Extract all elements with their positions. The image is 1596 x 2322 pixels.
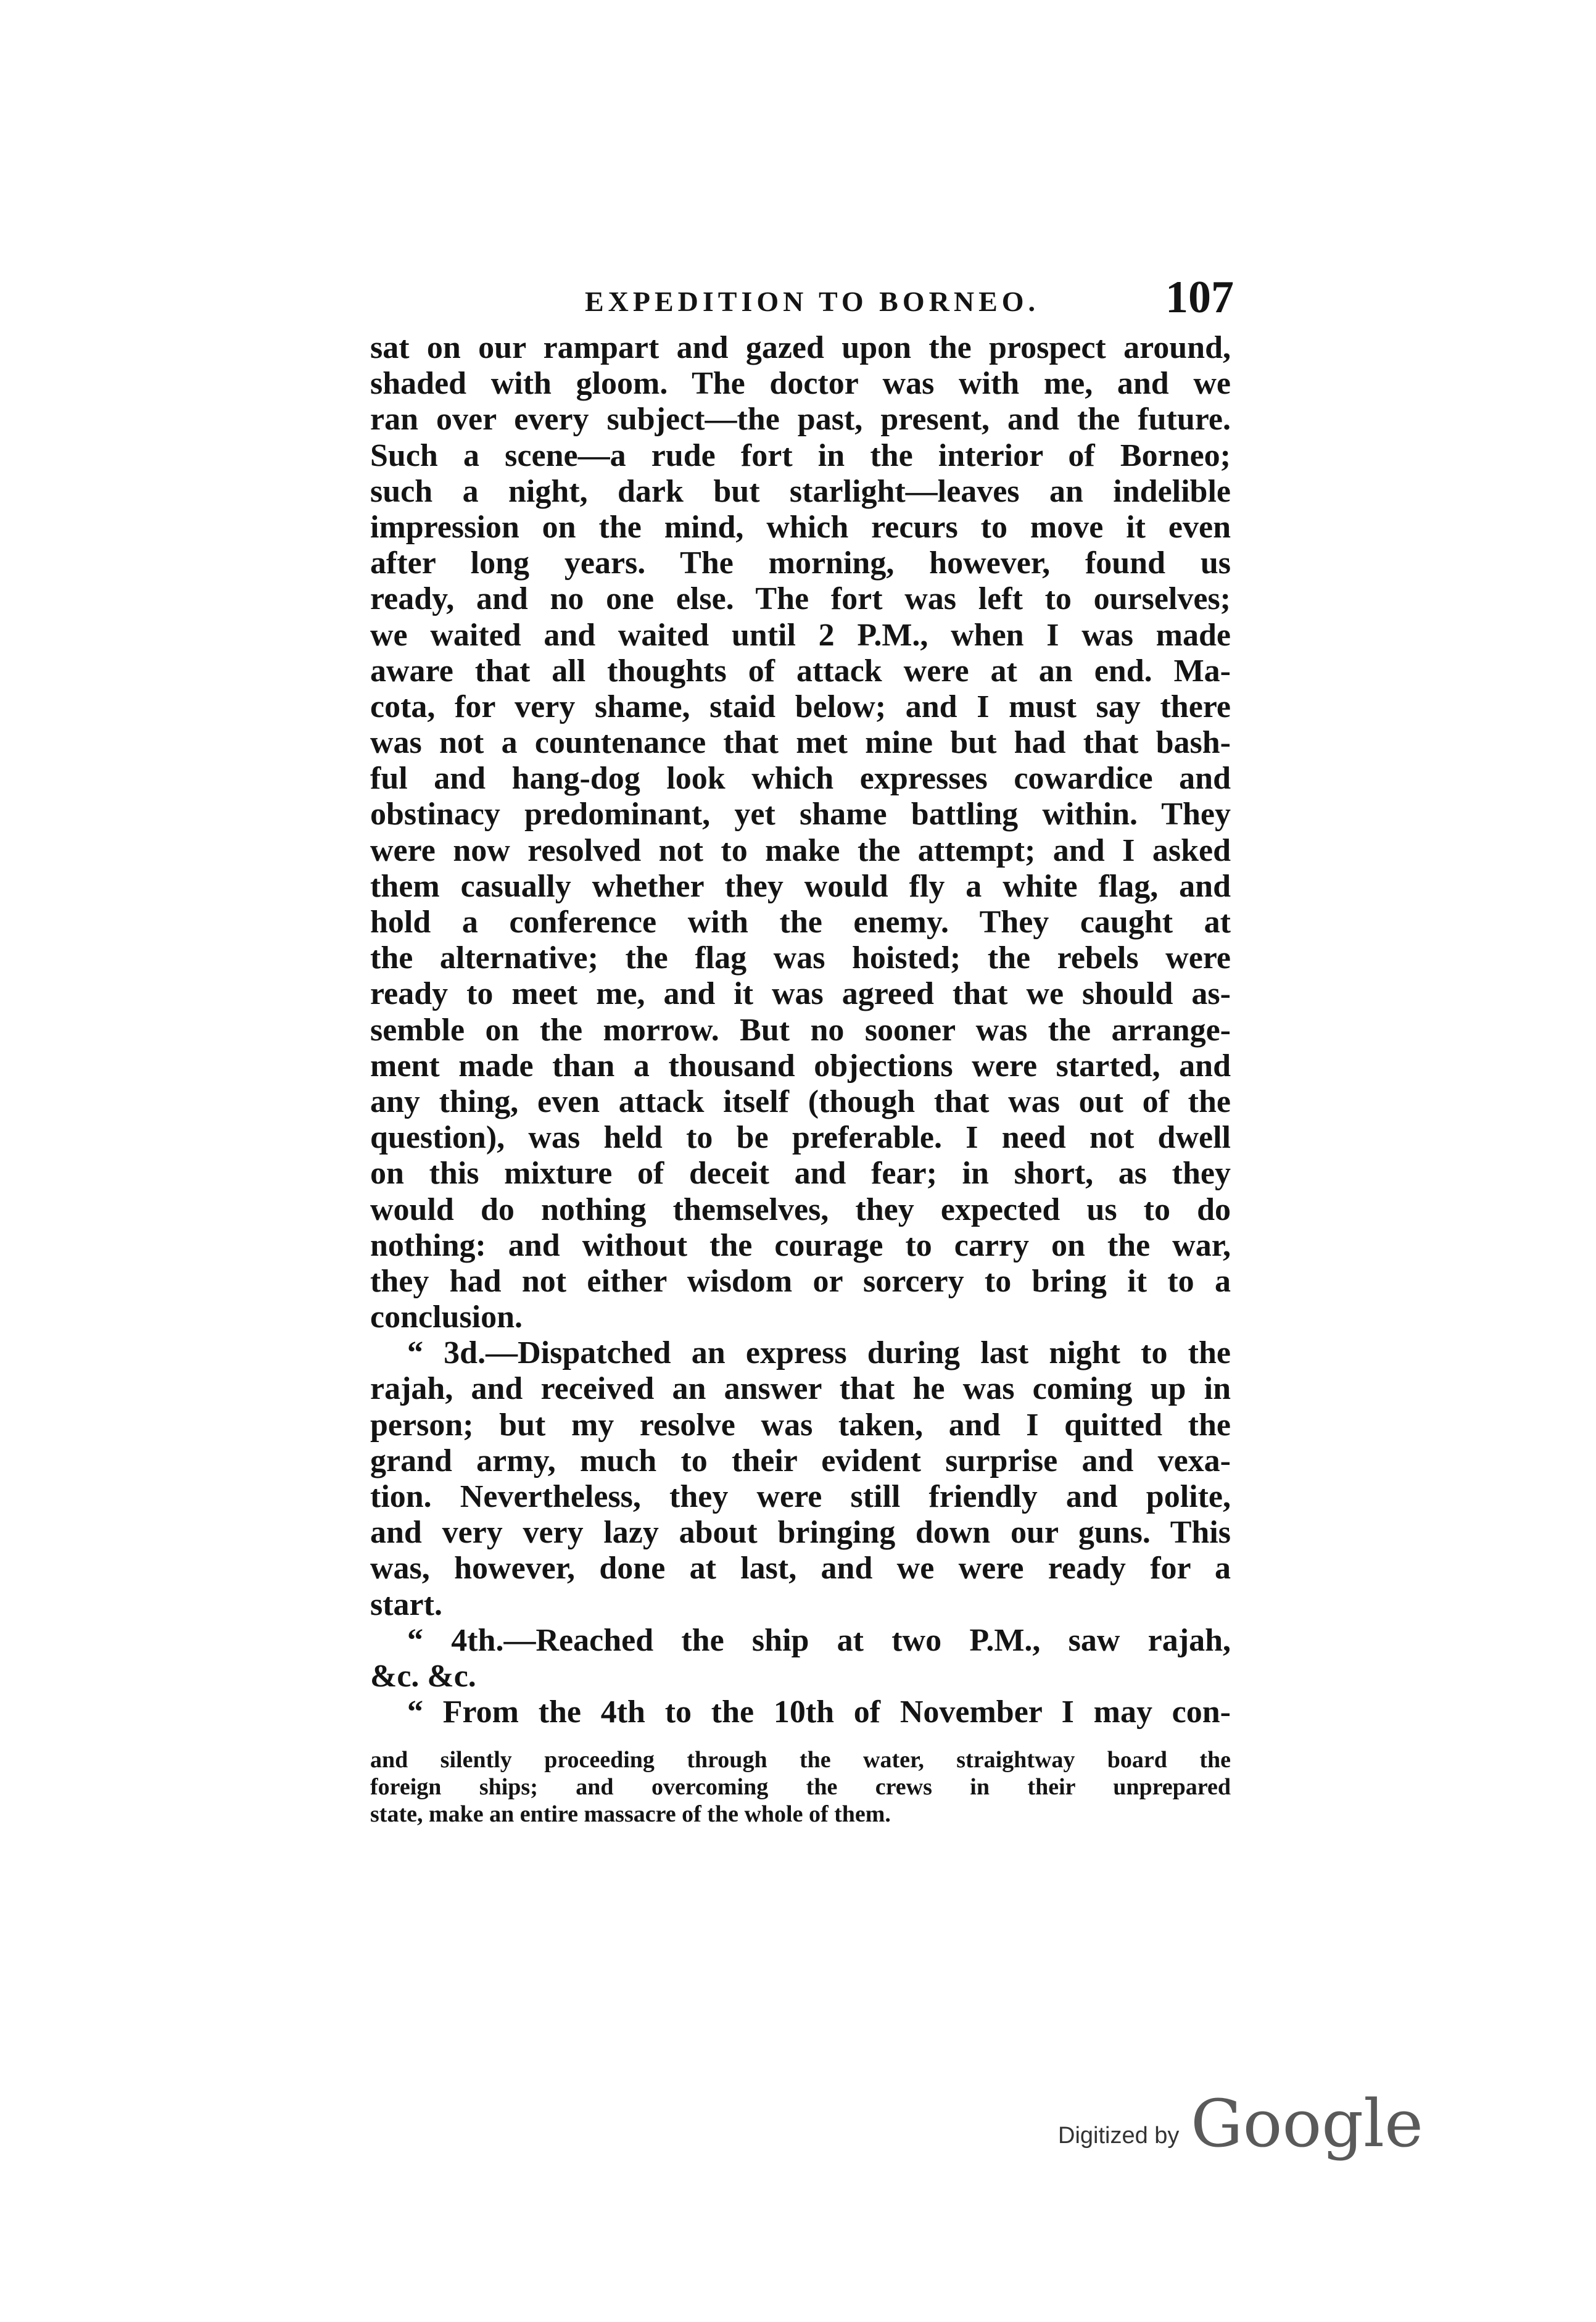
footnote-line: and silently proceeding through the water, straightway board the <box>370 1747 1231 1773</box>
text-line: “ From the 4th to the 10th of November I may con- <box>407 1694 1231 1730</box>
text-line: was, however, done at last, and we were ready for a <box>370 1551 1231 1586</box>
text-line: person; but my resolve was taken, and I quitted the <box>370 1407 1231 1443</box>
text-line: nothing: and without the courage to carry on the war, <box>370 1227 1231 1263</box>
text-line: ready to meet me, and it was agreed that we should as- <box>370 976 1231 1012</box>
text-line: Such a scene—a rude fort in the interior of Borneo; <box>370 437 1231 473</box>
text-line: them casually whether they would fly a white flag, and <box>370 868 1231 904</box>
text-line: conclusion. <box>370 1300 523 1335</box>
text-line: aware that all thoughts of attack were at an end. Ma- <box>370 653 1231 689</box>
text-line: shaded with gloom. The doctor was with me, and we <box>370 366 1231 402</box>
text-line: “ 3d.—Dispatched an express during last night to the <box>407 1335 1231 1371</box>
running-title: EXPEDITION TO BORNEO. <box>585 286 1040 317</box>
text-line: “ 4th.—Reached the ship at two P.M., saw rajah, <box>407 1622 1231 1658</box>
text-line: after long years. The morning, however, found us <box>370 545 1231 581</box>
text-line: question), was held to be preferable. I need not dwell <box>370 1120 1231 1156</box>
text-line: obstinacy predominant, yet shame battling within. They <box>370 797 1231 832</box>
text-line: hold a conference with the enemy. They caught at <box>370 905 1231 940</box>
body-text <box>370 330 1231 1730</box>
text-line: and very very lazy about bringing down our guns. This <box>370 1515 1231 1551</box>
text-line: we waited and waited until 2 P.M., when I was made <box>370 617 1231 653</box>
text-line: would do nothing themselves, they expected us to do <box>370 1192 1231 1227</box>
running-head <box>370 272 1234 327</box>
text-line: the alternative; the flag was hoisted; the rebels were <box>370 940 1231 976</box>
digitized-by-google-watermark <box>1058 2086 1423 2166</box>
text-line: on this mixture of deceit and fear; in short, as they <box>370 1156 1231 1192</box>
watermark-prefix: Digitized by <box>1058 2123 1180 2149</box>
text-line: any thing, even attack itself (though that was out of the <box>370 1084 1231 1119</box>
text-line: cota, for very shame, staid below; and I must say there <box>370 689 1231 724</box>
text-line: they had not either wisdom or sorcery to bring it to a <box>370 1263 1231 1299</box>
text-line: tion. Nevertheless, they were still friendly and polite, <box>370 1479 1231 1514</box>
text-line: &c. &c. <box>370 1658 476 1694</box>
text-line: ment made than a thousand objections were started, and <box>370 1048 1231 1084</box>
footnote <box>370 1746 1231 1828</box>
text-line: was not a countenance that met mine but had that bash- <box>370 725 1231 761</box>
text-line: start. <box>370 1586 442 1622</box>
text-line: ready, and no one else. The fort was left to ourselves; <box>370 581 1231 617</box>
text-line: sat on our rampart and gazed upon the prospect around, <box>370 330 1231 365</box>
text-line: ful and hang-dog look which expresses cowardice and <box>370 761 1231 797</box>
text-line: such a night, dark but starlight—leaves an indelible <box>370 473 1231 509</box>
footnote-line: state, make an entire massacre of the whole of them. <box>370 1801 891 1827</box>
text-line: ran over every subject—the past, present, and the future. <box>370 402 1231 437</box>
text-line: grand army, much to their evident surprise and vexa- <box>370 1443 1231 1478</box>
text-line: were now resolved not to make the attempt; and I asked <box>370 832 1231 868</box>
text-line: impression on the mind, which recurs to move it even <box>370 509 1231 545</box>
text-line: semble on the morrow. But no sooner was the arrange- <box>370 1012 1231 1048</box>
text-line: rajah, and received an answer that he was coming up in <box>370 1371 1231 1407</box>
footnote-line: foreign ships; and overcoming the crews in their unprepared <box>370 1774 1231 1800</box>
page-number: 107 <box>1165 272 1234 323</box>
google-logo-text: Google <box>1191 2086 1423 2162</box>
